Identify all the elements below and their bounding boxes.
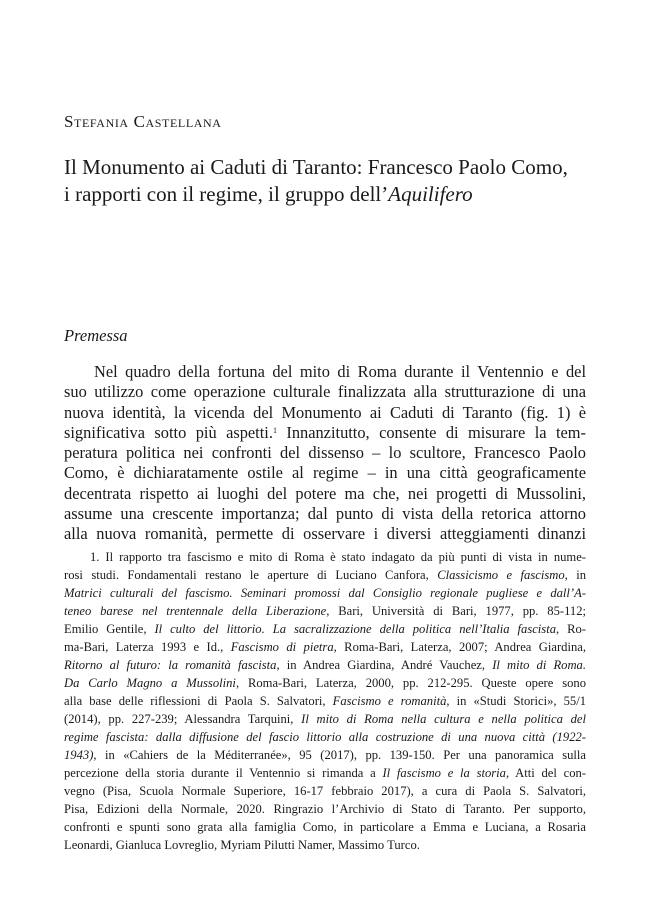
footnote-line: 1943), in «Cahiers de la Méditerranée», 95 (2017), pp. 139-150. Per una panoramica sulla — [64, 748, 586, 762]
footnote-line: confronti e spunti sono grata alla famiglia Como, in particolare a Emma e Luciana, a Rosaria — [64, 820, 586, 834]
footnote-line: regime fascista: dalla diffusione del fascio littorio alla costruzione di una nuova città (1922- — [64, 730, 586, 744]
body-line: decentrata rispetto ai luoghi del potere ma che, nei progetti di Mussolini, — [64, 483, 586, 503]
footnote-line: Emilio Gentile, Il culto del littorio. La sacralizzazione della politica nell’Italia fascista, Ro- — [64, 622, 586, 636]
footnote-line: vegno (Pisa, Scuola Normale Superiore, 16-17 febbraio 2017), a cura di Paola S. Salvatori, — [64, 784, 586, 798]
body-line: peratura politica nei confronti del dissenso – lo scultore, Francesco Paolo — [64, 443, 586, 463]
body-line: assume una crescente importanza; dal punto di vista della retorica attorno — [64, 504, 586, 524]
body-line: significativa sotto più aspetti.$^1$ Innanzitutto, consente di misurare la tem- — [64, 422, 586, 442]
title-line-2 — [64, 181, 586, 208]
author-last-name: Castellana — [133, 112, 222, 131]
body-line: alla nuova romanità, permette di osservare i diversi atteggiamenti dinanzi — [64, 524, 586, 544]
footnote-line: 1. Il rapporto tra fascismo e mito di Roma è stato indagato da più punti di vista in nume- — [90, 550, 586, 564]
title-line-2-text: i rapporti con il regime, il gruppo dell’ — [64, 182, 389, 206]
footnote — [64, 548, 586, 854]
article-title — [64, 154, 586, 208]
footnote-line: rosi studi. Fondamentali restano le aperture di Luciano Canfora, Classicismo e fascismo, in — [64, 568, 586, 582]
footnote-line: Da Carlo Magno a Mussolini, Roma-Bari, Laterza, 2000, pp. 212-295. Queste opere sono — [64, 676, 586, 690]
section-heading: Premessa — [64, 326, 128, 345]
footnote-line: Ritorno al futuro: la romanità fascista, in Andrea Giardina, André Vauchez, Il mito di Roma. — [64, 658, 586, 672]
footnote-ref[interactable]: 1 — [272, 425, 277, 435]
body-text — [64, 362, 586, 545]
author-name — [64, 112, 586, 132]
footnote-line: Leonardi, Gianluca Lovreglio, Myriam Pilutti Namer, Massimo Turco. — [64, 838, 420, 852]
footnote-line: ma-Bari, Laterza 1993 e Id., Fascismo di pietra, Roma-Bari, Laterza, 2007; Andrea Giardina, — [64, 640, 586, 654]
footnote-line: Pisa, Edizioni della Normale, 2020. Ringrazio l’Archivio di Stato di Taranto. Per supporto, — [64, 802, 586, 816]
author-first-name: Stefania — [64, 112, 129, 131]
footnote-line: (2014), pp. 227-239; Alessandra Tarquini, Il mito di Roma nella cultura e nella politica del — [64, 712, 586, 726]
footnote-line: percezione della storia durante il Ventennio si rimanda a Il fascismo e la storia, Atti del con- — [64, 766, 586, 780]
body-line: Nel quadro della fortuna del mito di Roma durante il Ventennio e del — [94, 362, 586, 381]
footnote-line: teneo barese nel trentennale della Liberazione, Bari, Università di Bari, 1977, pp. 85-112; — [64, 604, 586, 618]
body-line: Como, è dichiaratamente ostile al regime – in una città geograficamente — [64, 463, 586, 483]
body-line: nuova identità, la vicenda del Monumento ai Caduti di Taranto (fig. 1) è — [64, 402, 586, 422]
title-italic-word: Aquilifero — [388, 182, 473, 206]
footnote-line: alla base delle riflessioni di Paola S. Salvatori, Fascismo e romanità, in «Studi Storici», 55/1 — [64, 694, 586, 708]
body-line: suo utilizzo come operazione culturale finalizzata alla strutturazione di una — [64, 382, 586, 402]
title-line-1: Il Monumento ai Caduti di Taranto: Francesco Paolo Como, — [64, 155, 568, 179]
footnote-line: Matrici culturali del fascismo. Seminari promossi dal Consiglio regionale pugliese e dall’A- — [64, 586, 586, 600]
